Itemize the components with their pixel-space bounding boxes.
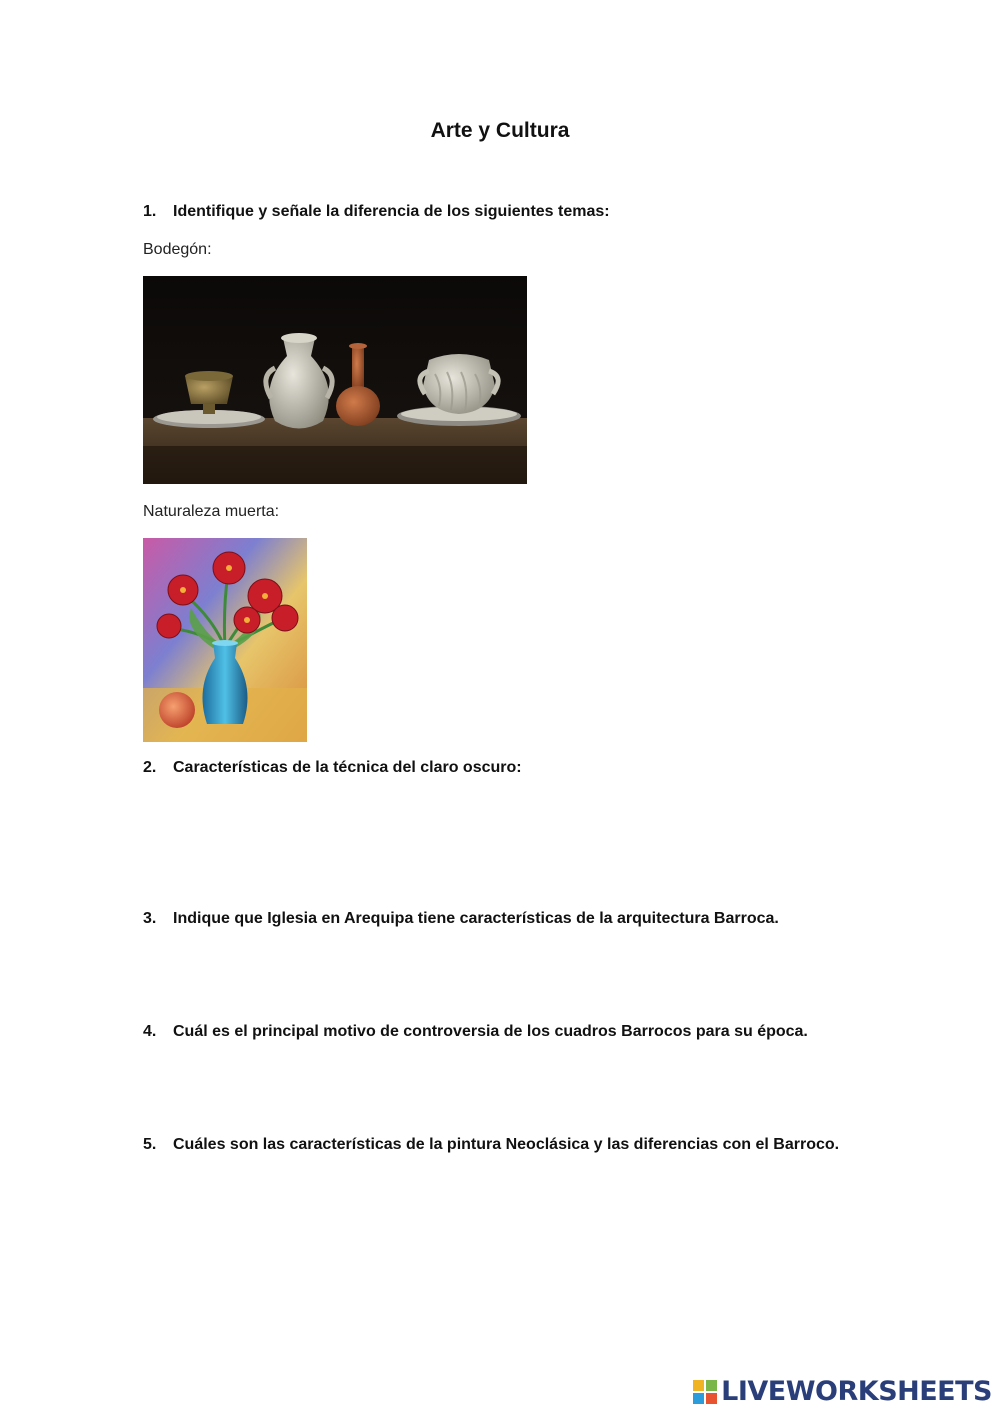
question-text: Características de la técnica del claro oscuro: [173,759,522,776]
question-number: 2. [143,759,157,776]
question-5 [143,1136,839,1154]
question-number: 4. [143,1023,157,1040]
question-text: Cuál es el principal motivo de controversia de los cuadros Barrocos para su época. [173,1023,808,1040]
flower-vase-painting [143,538,307,742]
page-title: Arte y Cultura [430,119,570,142]
label-bodegon: Bodegón: [143,241,212,258]
question-text: Identifique y señale la diferencia de los siguientes temas: [173,203,610,220]
liveworksheets-logo [693,1376,992,1407]
label-naturaleza: Naturaleza muerta: [143,503,280,520]
question-4 [143,1023,808,1041]
question-number: 5. [143,1136,157,1153]
liveworksheets-logo-icon [693,1380,717,1404]
question-1 [143,203,610,221]
question-text: Indique que Iglesia en Arequipa tiene características de la arquitectura Barroca. [173,910,779,927]
question-text: Cuáles son las características de la pintura Neoclásica y las diferencias con el Barroco. [173,1136,840,1153]
still-life-painting [143,276,527,484]
question-number: 3. [143,910,157,927]
question-3 [143,910,779,928]
question-2 [143,759,522,777]
question-number: 1. [143,203,157,220]
brand-name: LIVEWORKSHEETS [721,1376,992,1407]
